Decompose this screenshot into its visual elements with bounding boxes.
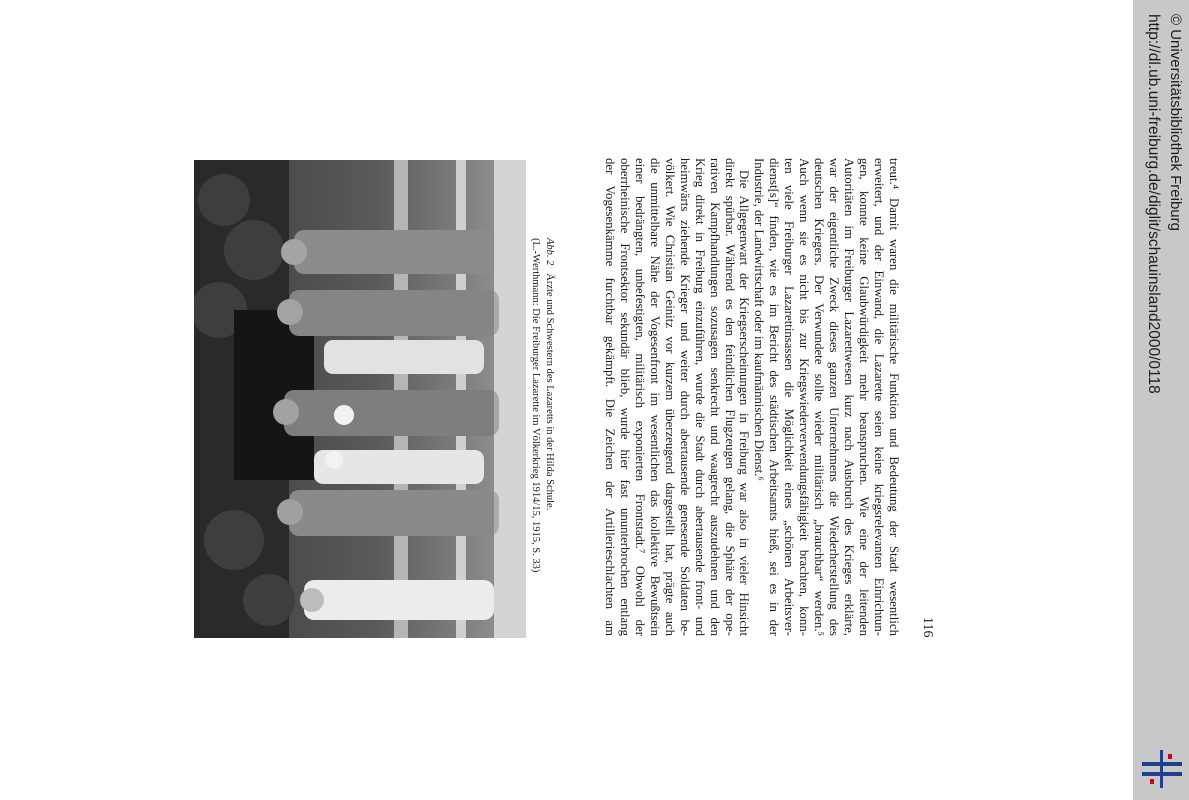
body-line: völkert. Wie Christian Geinitz vor kurzem überzeugend dargestellt hat, prägte auch [662,158,677,636]
figure-caption [529,238,556,638]
body-text [602,158,901,636]
caption-label: Abb. 2 [544,238,555,266]
body-line: rativen Kampfhandlungen sozusagen senkrecht und waagrecht auszudehnen und den [707,158,722,636]
body-line: gen, konnte keine Glaubwürdigkeit mehr beanspruchen. Wie eine der leitenden [857,158,872,636]
body-line: oberrheinische Frontsektor sekundär blieb, wurde hier fast ununterbrochen entlang [617,158,632,636]
page-number: 116 [920,617,935,638]
historic-photo [194,160,526,638]
source-url-link[interactable]: http://dl.ub.uni-freiburg.de/diglit/schauinsland2000/0118 [1145,14,1162,394]
body-line: deutschen Kriegers. Der Verwundete sollte wieder militärisch „brauchbar“ werden.⁵ [812,158,827,636]
body-line: Auch wenn sie es nicht bis zur Kriegswiederverwendungsfähigkeit brachten, konn- [797,158,812,636]
copyright-text: © Universitätsbibliothek Freiburg [1167,14,1184,231]
body-line: ten viele Freiburger Lazarettinsassen die Möglichkeit eines „schönen Arbeitsver- [782,158,797,636]
caption-source: (L.-Werthmann: Die Freiburger Lazarette im Völkerkrieg 1914/15, 1915, S. 33) [530,238,542,573]
photo-illustration [194,160,526,638]
body-line: Autoritäten im Freiburger Lazarettwesen kurz nach Ausbruch des Krieges erklärte, [842,158,857,636]
body-line: Krieg direkt in Freiburg einzuführen, wurde die Stadt durch abertausende front- und [692,158,707,636]
body-line: direkt spürbar. Während es den feindlichen Flugzeugen gelang, die Sphäre der ope- [722,158,737,636]
body-line: treut.⁴ Damit waren die militärische Funktion und Bedeutung der Stadt wesentlich [887,158,901,636]
body-line: einer bedrängten, unbefestigten, militärisch exponierten Frontstadt.⁷ Obwohl der [632,158,647,636]
caption-title-line [543,238,557,638]
body-line: heimwärts ziehende Krieger und weiter durch abertausende genesende Soldaten be- [677,158,692,636]
library-logo-icon [1140,748,1184,790]
body-line: Industrie, der Landwirtschaft oder im kaufmännischen Dienst.⁶ [752,158,767,481]
body-line: dienst[s]“ finden, wie es im Bericht des städtischen Arbeitsamts hieß, sei es in der [767,158,782,636]
body-line: die unmittelbare Nähe der Vogesenfront im wesentlichen das kollektive Bewußtsein [647,158,662,636]
body-line: war der eigentliche Zweck dieses ganzen Unternehmens die Wiederherstellung des [827,158,842,636]
caption-title: Ärzte und Schwestern des Lazaretts in der Hilda Schule. [544,273,555,511]
body-line: erweitert, und der Einwand, die Lazarette seien keine kriegsrelevanten Einrichtun- [872,158,887,636]
body-line: der Vogesenkämme furchtbar gekämpft. Die Zeichen der Artillerieschlachten am [602,158,617,636]
body-line: Die Allgegenwart der Kriegserscheinungen in Freiburg war also in vieler Hinsicht [737,170,752,636]
